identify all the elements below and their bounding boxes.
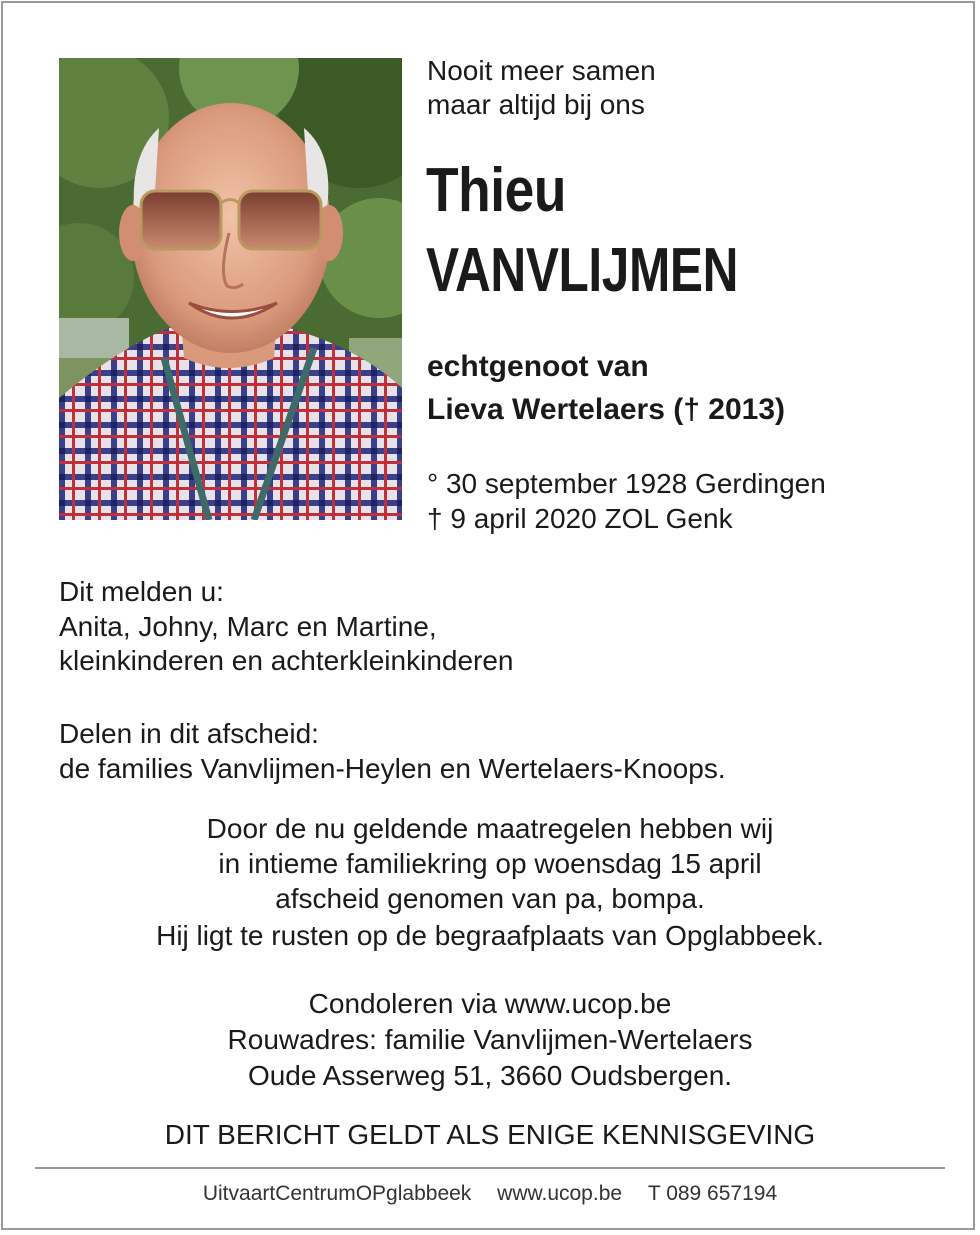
footer-phone: T 089 657194 xyxy=(647,1182,778,1205)
farewell-line-1: Door de nu geldende maatregelen hebben wij xyxy=(206,813,774,844)
shared-heading: Delen in dit afscheid: xyxy=(59,718,319,749)
mourning-address-line-2: Oude Asserweg 51, 3660 Oudsbergen. xyxy=(247,1060,733,1091)
spouse-line-1: echtgenoot van xyxy=(427,350,649,383)
condolence-line: Condoleren via www.ucop.be xyxy=(308,988,672,1019)
announced-heading: Dit melden u: xyxy=(59,576,224,607)
farewell-line-2: in intieme familiekring op woensdag 15 april xyxy=(218,848,762,879)
birth-date: ° 30 september 1928 Gerdingen xyxy=(427,468,826,499)
footer-website[interactable]: www.ucop.be xyxy=(497,1182,623,1205)
notice-line: DIT BERICHT GELDT ALS ENIGE KENNISGEVING xyxy=(164,1119,816,1150)
farewell-line-3: afscheid genomen van pa, bompa. xyxy=(275,883,705,914)
footer-company: UitvaartCentrumOPglabbeek xyxy=(202,1182,472,1205)
motto-line-2: maar altijd bij ons xyxy=(427,89,645,120)
spouse-line-2: Lieva Wertelaers († 2013) xyxy=(427,393,785,426)
death-date: † 9 april 2020 ZOL Genk xyxy=(427,503,733,534)
announced-line-1: Anita, Johny, Marc en Martine, xyxy=(59,611,437,642)
deceased-last-name: VANVLIJMEN xyxy=(426,236,739,305)
deceased-first-name: Thieu xyxy=(426,156,567,225)
footer-divider xyxy=(35,1167,945,1169)
shared-line-1: de families Vanvlijmen-Heylen en Wertelaers-Knoops. xyxy=(59,753,726,784)
mourning-address-line-1: Rouwadres: familie Vanvlijmen-Wertelaers xyxy=(227,1024,753,1055)
motto-line-1: Nooit meer samen xyxy=(427,55,656,86)
announced-line-2: kleinkinderen en achterkleinkinderen xyxy=(59,645,514,676)
farewell-line-4: Hij ligt te rusten op de begraafplaats van Opglabbeek. xyxy=(156,920,824,951)
portrait-photo xyxy=(59,58,402,520)
footer xyxy=(0,1180,980,1208)
